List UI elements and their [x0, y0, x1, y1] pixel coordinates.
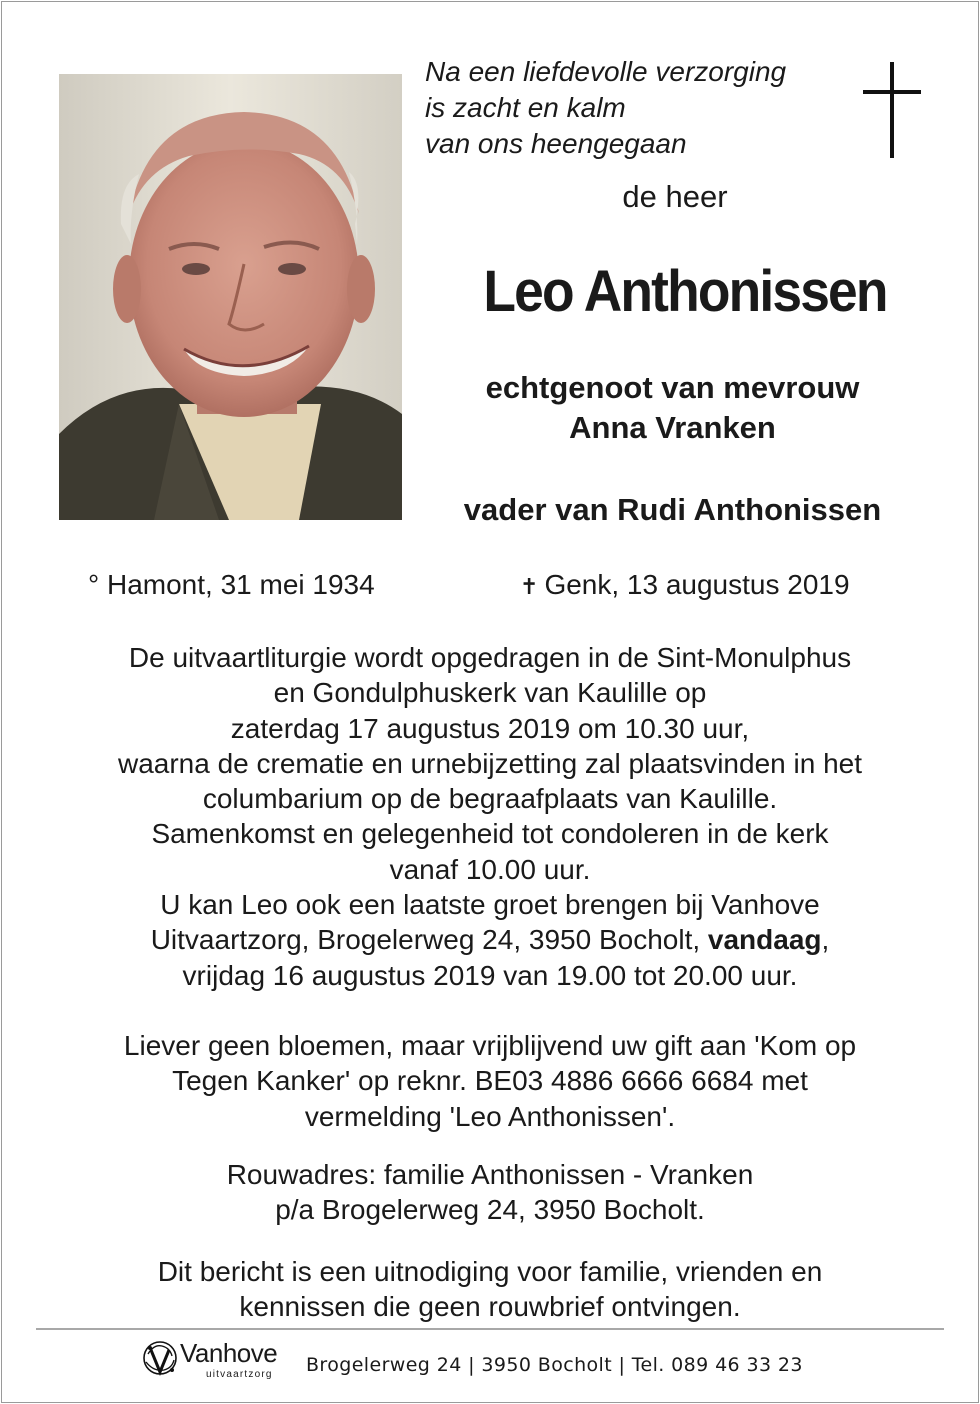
ceremony-line: Samenkomst en gelegenheid tot condoleren in de kerk: [151, 818, 829, 850]
intro-line: is zacht en kalm: [425, 92, 626, 123]
birth-info: ° Hamont, 31 mei 1934: [88, 569, 375, 600]
logo-name: Vanhove: [180, 1338, 278, 1368]
vanhove-logo: [140, 1336, 292, 1388]
donation-line: vermelding 'Leo Anthonissen'.: [304, 1100, 676, 1132]
spouse-line: echtgenoot van mevrouw: [485, 370, 860, 405]
address-line: Rouwadres: familie Anthonissen - Vranken: [226, 1159, 754, 1190]
spouse-info: [430, 368, 915, 448]
intro-line: van ons heengegaan: [425, 128, 687, 159]
intro-text: [425, 54, 845, 162]
cross-icon: [863, 62, 921, 158]
ceremony-text: ,: [821, 924, 830, 956]
ceremony-line: waarna de crematie en urnebijzetting zal plaatsvinden in het: [117, 747, 862, 779]
death-text: Genk, 13 augustus 2019: [544, 569, 850, 600]
today-emphasis: vandaag: [707, 924, 822, 956]
ceremony-line: en Gondulphuskerk van Kaulille op: [273, 677, 707, 709]
donation-paragraph: [40, 1028, 940, 1134]
ceremony-line: columbarium op de begraafplaats van Kaulille.: [202, 783, 778, 815]
invitation-line: Dit bericht is een uitnodiging voor familie, vrienden en: [157, 1256, 823, 1287]
deceased-name: Leo Anthonissen: [483, 259, 887, 324]
father-info: vader van Rudi Anthonissen: [463, 492, 882, 527]
invitation-note: [40, 1254, 940, 1325]
dagger-icon: ✝: [520, 574, 539, 599]
ceremony-line: zaterdag 17 augustus 2019 om 10.30 uur,: [230, 712, 750, 744]
footer-contact: Brogelerweg 24 | 3950 Bocholt | Tel. 089 46 33 23: [306, 1354, 803, 1376]
donation-line: Liever geen bloemen, maar vrijblijvend uw gift aan 'Kom op: [123, 1030, 857, 1061]
ceremony-line: vanaf 10.00 uur.: [389, 853, 591, 885]
ceremony-line: De uitvaartliturgie wordt opgedragen in de Sint-Monulphus: [128, 642, 852, 673]
intro-line: Na een liefdevolle verzorging: [425, 56, 787, 87]
death-info: [520, 566, 850, 606]
mourning-address: [40, 1157, 940, 1228]
logo-emblem-icon: [140, 1336, 182, 1384]
footer-divider: [36, 1328, 944, 1330]
ceremony-line: U kan Leo ook een laatste groet brengen bij Vanhove: [160, 889, 820, 921]
address-line: p/a Brogelerweg 24, 3950 Bocholt.: [275, 1194, 705, 1226]
salutation: de heer: [622, 179, 728, 214]
invitation-line: kennissen die geen rouwbrief ontvingen.: [239, 1291, 741, 1323]
ceremony-paragraph: [40, 640, 940, 993]
logo-subtitle: uitvaartzorg: [206, 1369, 273, 1380]
donation-line: Tegen Kanker' op reknr. BE03 4886 6666 6684 met: [172, 1065, 808, 1097]
ceremony-line: [40, 922, 940, 957]
ceremony-text: Uitvaartzorg, Brogelerweg 24, 3950 Bocholt,: [150, 924, 708, 956]
ceremony-line: vrijdag 16 augustus 2019 van 19.00 tot 20.00 uur.: [182, 959, 798, 991]
spouse-line: Anna Vranken: [569, 410, 776, 445]
portrait-photo: [59, 74, 402, 520]
